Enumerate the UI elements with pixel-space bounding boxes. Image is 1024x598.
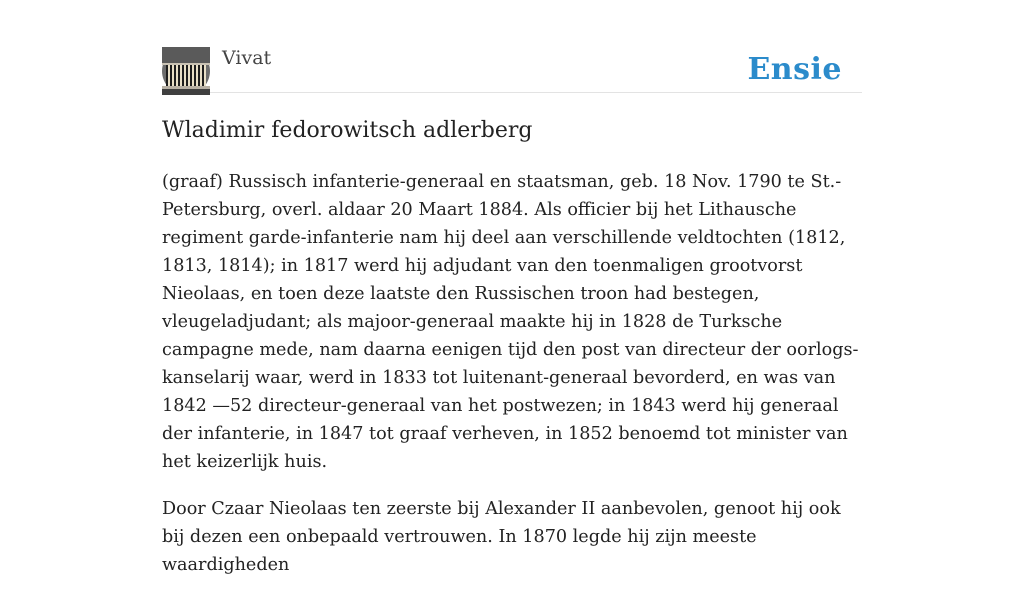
- site-name-link[interactable]: Vivat: [222, 47, 272, 69]
- bookshelf-avatar-icon[interactable]: [162, 47, 210, 95]
- article-paragraph-2: Door Czaar Nieolaas ten zeerste bij Alexander II aanbevolen, genoot hij ook bij dezen een onbepaald vertrouwen. In 1870 legde hij zijn meeste waardigheden: [162, 499, 841, 575]
- site-header: [162, 46, 862, 93]
- article-body: [162, 168, 862, 598]
- page-title: Wladimir fedorowitsch adlerberg: [162, 118, 533, 143]
- article-paragraph-1: (graaf) Russisch infanterie-generaal en staatsman, geb. 18 Nov. 1790 te St.-Petersburg, overl. aldaar 20 Maart 1884. Als officier bij het Lithausche regiment garde-infanterie nam hij deel aan verschillende veldtochten (1812, 1813, 1814); in 1817 werd hij adjudant van den toenmaligen grootvorst Nieolaas, en toen deze laatste den Russischen troon had bestegen, vleugeladjudant; als majoor-generaal maakte hij in 1828 de Turksche campagne mede, nam daarna eenigen tijd den post van directeur der oorlogs-kanselarij waar, werd in 1833 tot luitenant-generaal bevorderd, en was van 1842 —52 directeur-generaal van het postwezen; in 1843 werd hij generaal der infanterie, in 1847 tot graaf verheven, in 1852 benoemd tot minister van het keizerlijk huis.: [162, 172, 859, 472]
- brand-logo[interactable]: Ensie: [747, 52, 842, 87]
